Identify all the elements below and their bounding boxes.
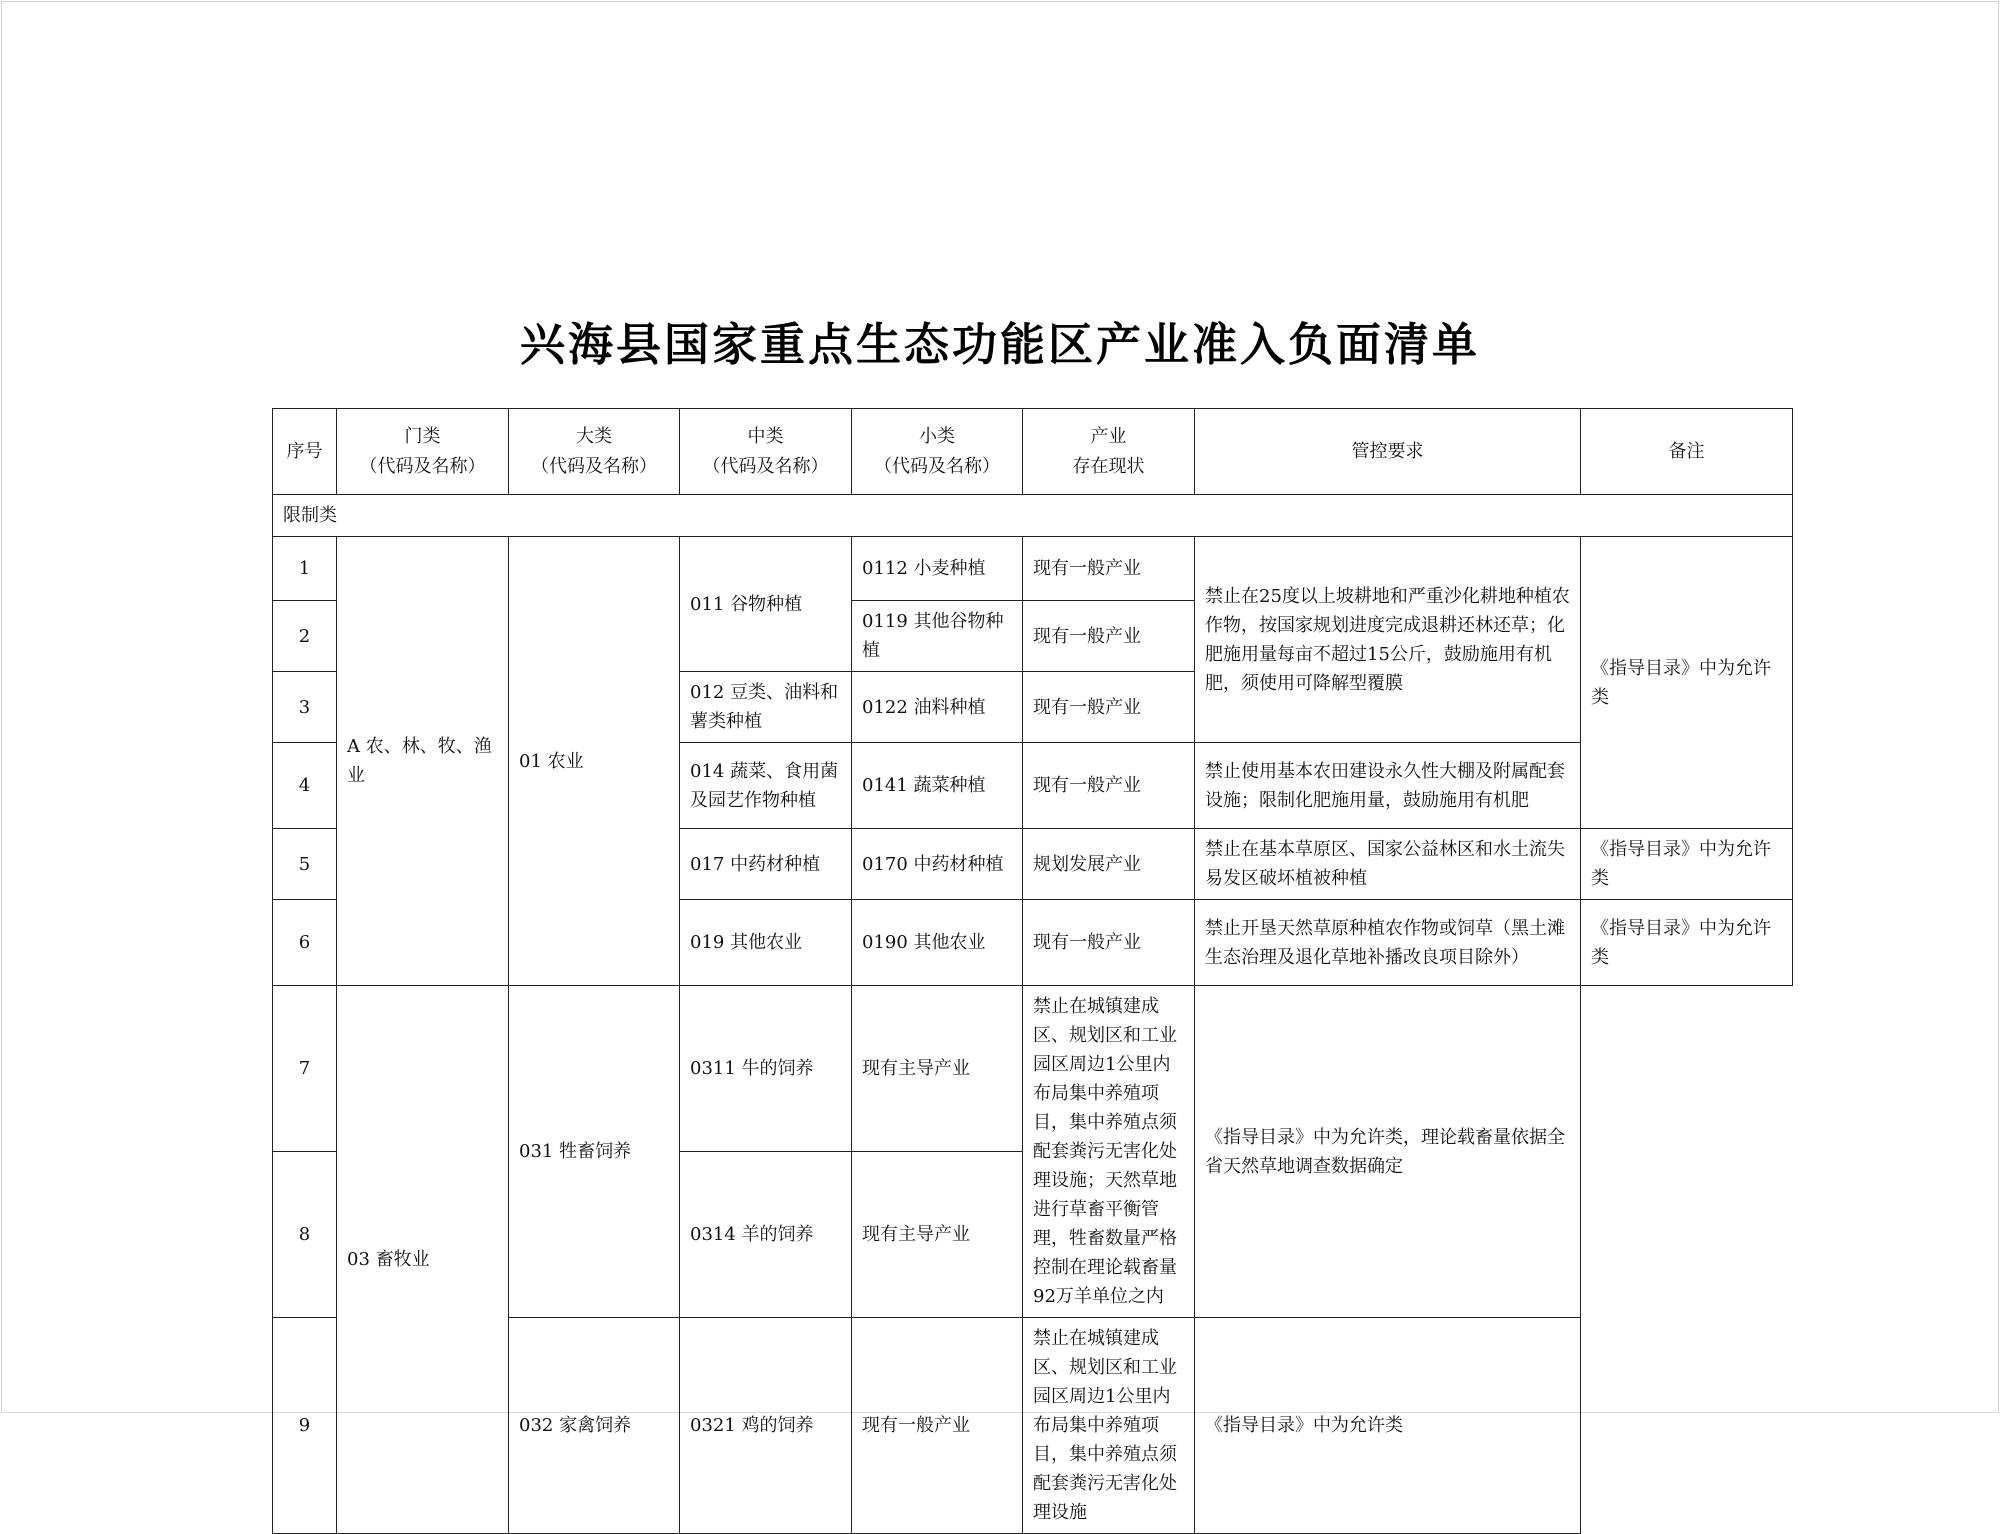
- seq-cell: 4: [273, 743, 337, 829]
- table-row: [273, 986, 1793, 1152]
- seq-cell: 8: [273, 1152, 337, 1318]
- header-xiaolei: 小类 （代码及名称）: [852, 409, 1023, 495]
- control-cell: 禁止使用基本农田建设永久性大棚及附属配套设施；限制化肥施用量，鼓励施用有机肥: [1195, 743, 1581, 829]
- seq-cell: 9: [273, 1318, 337, 1534]
- status-cell: 现有一般产业: [1023, 743, 1195, 829]
- negative-list-table: [272, 408, 1793, 1534]
- seq-cell: 5: [273, 829, 337, 900]
- control-cell: 禁止在基本草原区、国家公益林区和水土流失易发区破坏植被种植: [1195, 829, 1581, 900]
- xiaolei-cell: 0311 牛的饲养: [680, 986, 852, 1152]
- header-dalei: 大类 （代码及名称）: [509, 409, 680, 495]
- note-cell: 《指导目录》中为允许类，理论载畜量依据全省天然草地调查数据确定: [1195, 986, 1581, 1318]
- zhonglei-cell: 014 蔬菜、食用菌及园艺作物种植: [680, 743, 852, 829]
- document-title: 兴海县国家重点生态功能区产业准入负面清单: [519, 318, 1480, 371]
- zhonglei-cell: 019 其他农业: [680, 900, 852, 986]
- dalei-cell: 01 农业: [509, 537, 680, 986]
- control-cell: 禁止开垦天然草原种植农作物或饲草（黑土滩生态治理及退化草地补播改良项目除外）: [1195, 900, 1581, 986]
- zhonglei-cell: 031 牲畜饲养: [509, 986, 680, 1318]
- seq-cell: 2: [273, 601, 337, 672]
- menlei-cell: A 农、林、牧、渔业: [337, 537, 509, 986]
- table-row: [273, 537, 1793, 601]
- note-cell: 《指导目录》中为允许类: [1581, 829, 1793, 900]
- xiaolei-cell: 0122 油料种植: [852, 672, 1023, 743]
- status-cell: 现有一般产业: [852, 1318, 1023, 1534]
- status-cell: 现有一般产业: [1023, 537, 1195, 601]
- header-menlei: 门类 （代码及名称）: [337, 409, 509, 495]
- header-row: [273, 409, 1793, 495]
- control-cell: 禁止在25度以上坡耕地和严重沙化耕地种植农作物，按国家规划进度完成退耕还林还草；化肥施用量每亩不超过15公斤，鼓励施用有机肥，须使用可降解型覆膜: [1195, 537, 1581, 743]
- zhonglei-cell: 017 中药材种植: [680, 829, 852, 900]
- seq-cell: 7: [273, 986, 337, 1152]
- note-cell: 《指导目录》中为允许类: [1581, 900, 1793, 986]
- header-status: 产业 存在现状: [1023, 409, 1195, 495]
- xiaolei-cell: 0170 中药材种植: [852, 829, 1023, 900]
- header-seq: 序号: [273, 409, 337, 495]
- status-cell: 现有一般产业: [1023, 672, 1195, 743]
- seq-cell: 3: [273, 672, 337, 743]
- section-row: [273, 495, 1793, 537]
- control-cell: 禁止在城镇建成区、规划区和工业园区周边1公里内布局集中养殖项目，集中养殖点须配套粪污无害化处理设施: [1023, 1318, 1195, 1534]
- xiaolei-cell: 0119 其他谷物种植: [852, 601, 1023, 672]
- seq-cell: 1: [273, 537, 337, 601]
- xiaolei-cell: 0314 羊的饲养: [680, 1152, 852, 1318]
- status-cell: 规划发展产业: [1023, 829, 1195, 900]
- xiaolei-cell: 0112 小麦种植: [852, 537, 1023, 601]
- note-cell: 《指导目录》中为允许类: [1195, 1318, 1581, 1534]
- dalei-cell: 03 畜牧业: [337, 986, 509, 1534]
- zhonglei-cell: 032 家禽饲养: [509, 1318, 680, 1534]
- zhonglei-cell: 012 豆类、油料和薯类种植: [680, 672, 852, 743]
- seq-cell: 6: [273, 900, 337, 986]
- zhonglei-cell: 011 谷物种植: [680, 537, 852, 672]
- status-cell: 现有一般产业: [1023, 900, 1195, 986]
- xiaolei-cell: 0141 蔬菜种植: [852, 743, 1023, 829]
- header-note: 备注: [1581, 409, 1793, 495]
- status-cell: 现有主导产业: [852, 1152, 1023, 1318]
- section-label: 限制类: [273, 495, 1793, 537]
- note-cell: 《指导目录》中为允许类: [1581, 537, 1793, 829]
- status-cell: 现有主导产业: [852, 986, 1023, 1152]
- xiaolei-cell: 0321 鸡的饲养: [680, 1318, 852, 1534]
- header-zhonglei: 中类 （代码及名称）: [680, 409, 852, 495]
- status-cell: 现有一般产业: [1023, 601, 1195, 672]
- control-cell: 禁止在城镇建成区、规划区和工业园区周边1公里内布局集中养殖项目，集中养殖点须配套粪污无害化处理设施；天然草地进行草畜平衡管理，牲畜数量严格控制在理论载畜量92万羊单位之内: [1023, 986, 1195, 1318]
- header-control: 管控要求: [1195, 409, 1581, 495]
- xiaolei-cell: 0190 其他农业: [852, 900, 1023, 986]
